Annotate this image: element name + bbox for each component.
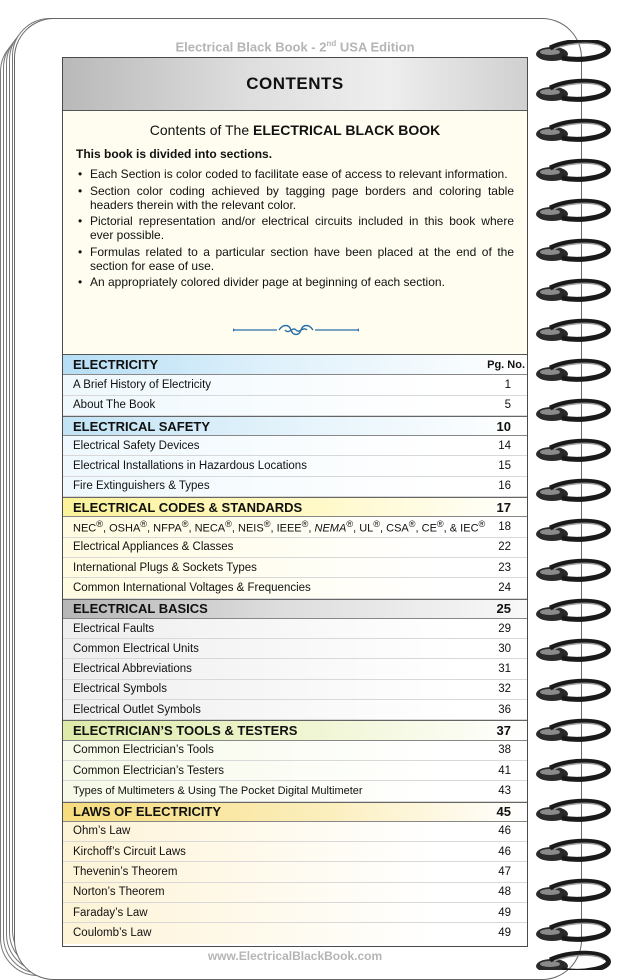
toc-row[interactable]: Common Electrician’s Tools 38 bbox=[63, 741, 527, 761]
section-row-tools[interactable]: ELECTRICIAN’S TOOLS & TESTERS 37 bbox=[63, 720, 527, 740]
toc-row[interactable]: Electrical Outlet Symbols 36 bbox=[63, 700, 527, 720]
toc-row[interactable]: Electrical Appliances & Classes 22 bbox=[63, 538, 527, 558]
toc-row[interactable]: Electrical Installations in Hazardous Locations 15 bbox=[63, 456, 527, 476]
contents-panel bbox=[62, 57, 528, 947]
toc-row[interactable]: Faraday’s Law 49 bbox=[63, 903, 527, 923]
section-row-laws[interactable]: LAWS OF ELECTRICITY 45 bbox=[63, 802, 527, 822]
toc-row[interactable]: Electrical Symbols 32 bbox=[63, 680, 527, 700]
section-row-basics[interactable]: ELECTRICAL BASICS 25 bbox=[63, 599, 527, 619]
bullet-item: • Pictorial representation and/or electrical circuits included in this book where ever possible. bbox=[76, 214, 514, 242]
toc-row[interactable]: Common Electrical Units 30 bbox=[63, 639, 527, 659]
bullet-item: • Each Section is color coded to facilitate ease of access to relevant information. bbox=[76, 167, 514, 181]
intro-title: Contents of The ELECTRICAL BLACK BOOK bbox=[149, 122, 441, 138]
toc-row[interactable]: Norton’s Theorem 48 bbox=[63, 883, 527, 903]
page-number-header: Pg. No. bbox=[487, 358, 525, 371]
toc-row-standards[interactable]: NEC®, OSHA®, NFPA®, NECA®, NEIS®, IEEE®, NEMA®, UL®, CSA®, CE®, & IEC® 18 bbox=[63, 517, 527, 537]
edition-header: Electrical Black Book - 2nd USA Edition bbox=[175, 39, 415, 55]
spiral-binding-icon bbox=[532, 40, 620, 970]
section-row-codes[interactable]: ELECTRICAL CODES & STANDARDS 17 bbox=[63, 497, 527, 517]
toc-row[interactable]: Electrical Abbreviations 31 bbox=[63, 659, 527, 679]
divider-ornament-icon bbox=[233, 322, 359, 338]
toc-row[interactable]: A Brief History of Electricity 1 bbox=[63, 375, 527, 395]
contents-title-bar bbox=[63, 58, 527, 111]
toc-table bbox=[63, 355, 527, 944]
intro-subtitle: This book is divided into sections. bbox=[76, 147, 273, 161]
toc-row[interactable]: Thevenin’s Theorem 47 bbox=[63, 862, 527, 882]
toc-row[interactable]: Coulomb’s Law 49 bbox=[63, 923, 527, 943]
intro-section bbox=[63, 111, 527, 355]
toc-row[interactable]: Ohm’s Law 46 bbox=[63, 822, 527, 842]
toc-row[interactable]: Electrical Faults 29 bbox=[63, 619, 527, 639]
toc-row[interactable]: Fire Extinguishers & Types 16 bbox=[63, 477, 527, 497]
toc-row[interactable]: Common Electrician’s Testers 41 bbox=[63, 761, 527, 781]
section-row-electricity[interactable]: ELECTRICITY Pg. No. bbox=[63, 355, 527, 375]
toc-row[interactable]: Electrical Safety Devices 14 bbox=[63, 436, 527, 456]
toc-row[interactable]: Common International Voltages & Frequencies 24 bbox=[63, 578, 527, 598]
bullet-item: • An appropriately colored divider page at beginning of each section. bbox=[76, 275, 514, 289]
bullet-item: • Section color coding achieved by tagging page borders and coloring table headers therein with the relevant color. bbox=[76, 184, 514, 212]
toc-row[interactable]: About The Book 5 bbox=[63, 396, 527, 416]
intro-bullet-list bbox=[63, 167, 527, 289]
toc-row[interactable]: Kirchoff’s Circuit Laws 46 bbox=[63, 842, 527, 862]
toc-row[interactable]: Types of Multimeters & Using The Pocket Digital Multimeter 43 bbox=[63, 781, 527, 801]
bullet-item: • Formulas related to a particular section have been placed at the end of the section for ease of use. bbox=[76, 245, 514, 273]
website-footer: www.ElectricalBlackBook.com bbox=[207, 949, 383, 963]
section-row-safety[interactable]: ELECTRICAL SAFETY 10 bbox=[63, 416, 527, 436]
toc-row[interactable]: International Plugs & Sockets Types 23 bbox=[63, 558, 527, 578]
contents-title: CONTENTS bbox=[246, 74, 344, 93]
